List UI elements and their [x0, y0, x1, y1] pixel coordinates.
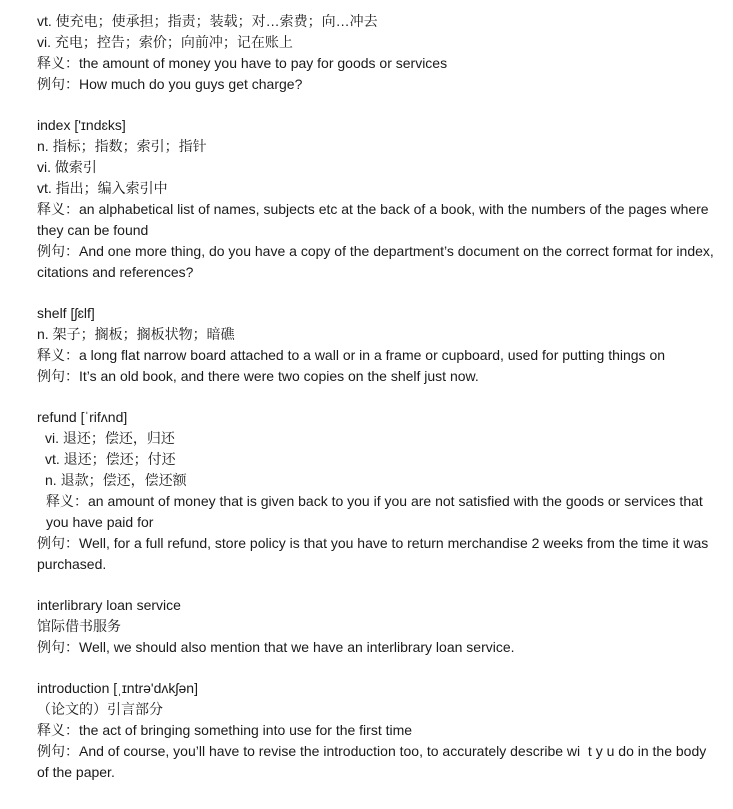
definition-n: n. 指标；指数；索引；指针 [37, 138, 207, 154]
explanation: 释义：the act of bringing something into use for the first time [37, 722, 413, 738]
explanation: 释义：an alphabetical list of names, subjects etc at the back of a book, with the numbers of the pages where they can be found [37, 201, 713, 238]
headword: interlibrary loan service [37, 597, 181, 613]
headword: index ['ɪndɛks] [37, 117, 126, 133]
example-sentence: 例句：Well, we should also mention that we have an interlibrary loan service. [37, 639, 515, 655]
entry-introduction [37, 678, 717, 783]
entry-refund [37, 407, 717, 575]
entry-shelf [37, 303, 717, 387]
definition-vi: vi. 做索引 [37, 159, 97, 175]
definition-vi: vi. 充电；控告；索价；向前冲；记在账上 [37, 34, 293, 50]
headword: shelf [ʃɛlf] [37, 305, 95, 321]
definition-vt: vt. 指出；编入索引中 [37, 180, 168, 196]
example-sentence: 例句：Well, for a full refund, store policy is that you have to return merchandise 2 weeks from the time it was purchased. [37, 535, 713, 572]
example-sentence: 例句：It’s an old book, and there were two copies on the shelf just now. [37, 368, 479, 384]
vocabulary-document [37, 11, 717, 803]
translation: 馆际借书服务 [37, 618, 121, 634]
definition-vt: vt. 退还；偿还；付还 [45, 451, 176, 467]
explanation: 释义：the amount of money you have to pay for goods or services [37, 55, 448, 71]
definition-n: n. 退款；偿还，偿还额 [45, 472, 187, 488]
entry-charge [37, 11, 717, 95]
example-sentence: 例句：And of course, you’ll have to revise the introduction too, to accurately describe wi t y u do in the body of the paper. [37, 743, 711, 780]
headword: refund [ˈrifʌnd] [37, 409, 128, 425]
explanation: 释义：an amount of money that is given back to you if you are not satisfied with the goods or services that you have paid for [46, 493, 707, 530]
headword: introduction [ˌɪntrə'dʌkʃən] [37, 680, 198, 696]
translation: （论文的）引言部分 [37, 701, 163, 717]
entry-index [37, 115, 717, 283]
example-sentence: 例句：How much do you guys get charge? [37, 76, 303, 92]
entry-interlibrary-loan-service [37, 595, 717, 658]
definition-vt: vt. 使充电；使承担；指责；装载；对…索费；向…冲去 [37, 13, 378, 29]
example-sentence: 例句：And one more thing, do you have a copy of the department’s document on the correct format for index, citations and references? [37, 243, 718, 280]
definition-n: n. 架子；搁板；搁板状物；暗礁 [37, 326, 235, 342]
explanation: 释义：a long flat narrow board attached to a wall or in a frame or cupboard, used for putting things on [37, 347, 666, 363]
definition-vi: vi. 退还；偿还，归还 [45, 430, 175, 446]
